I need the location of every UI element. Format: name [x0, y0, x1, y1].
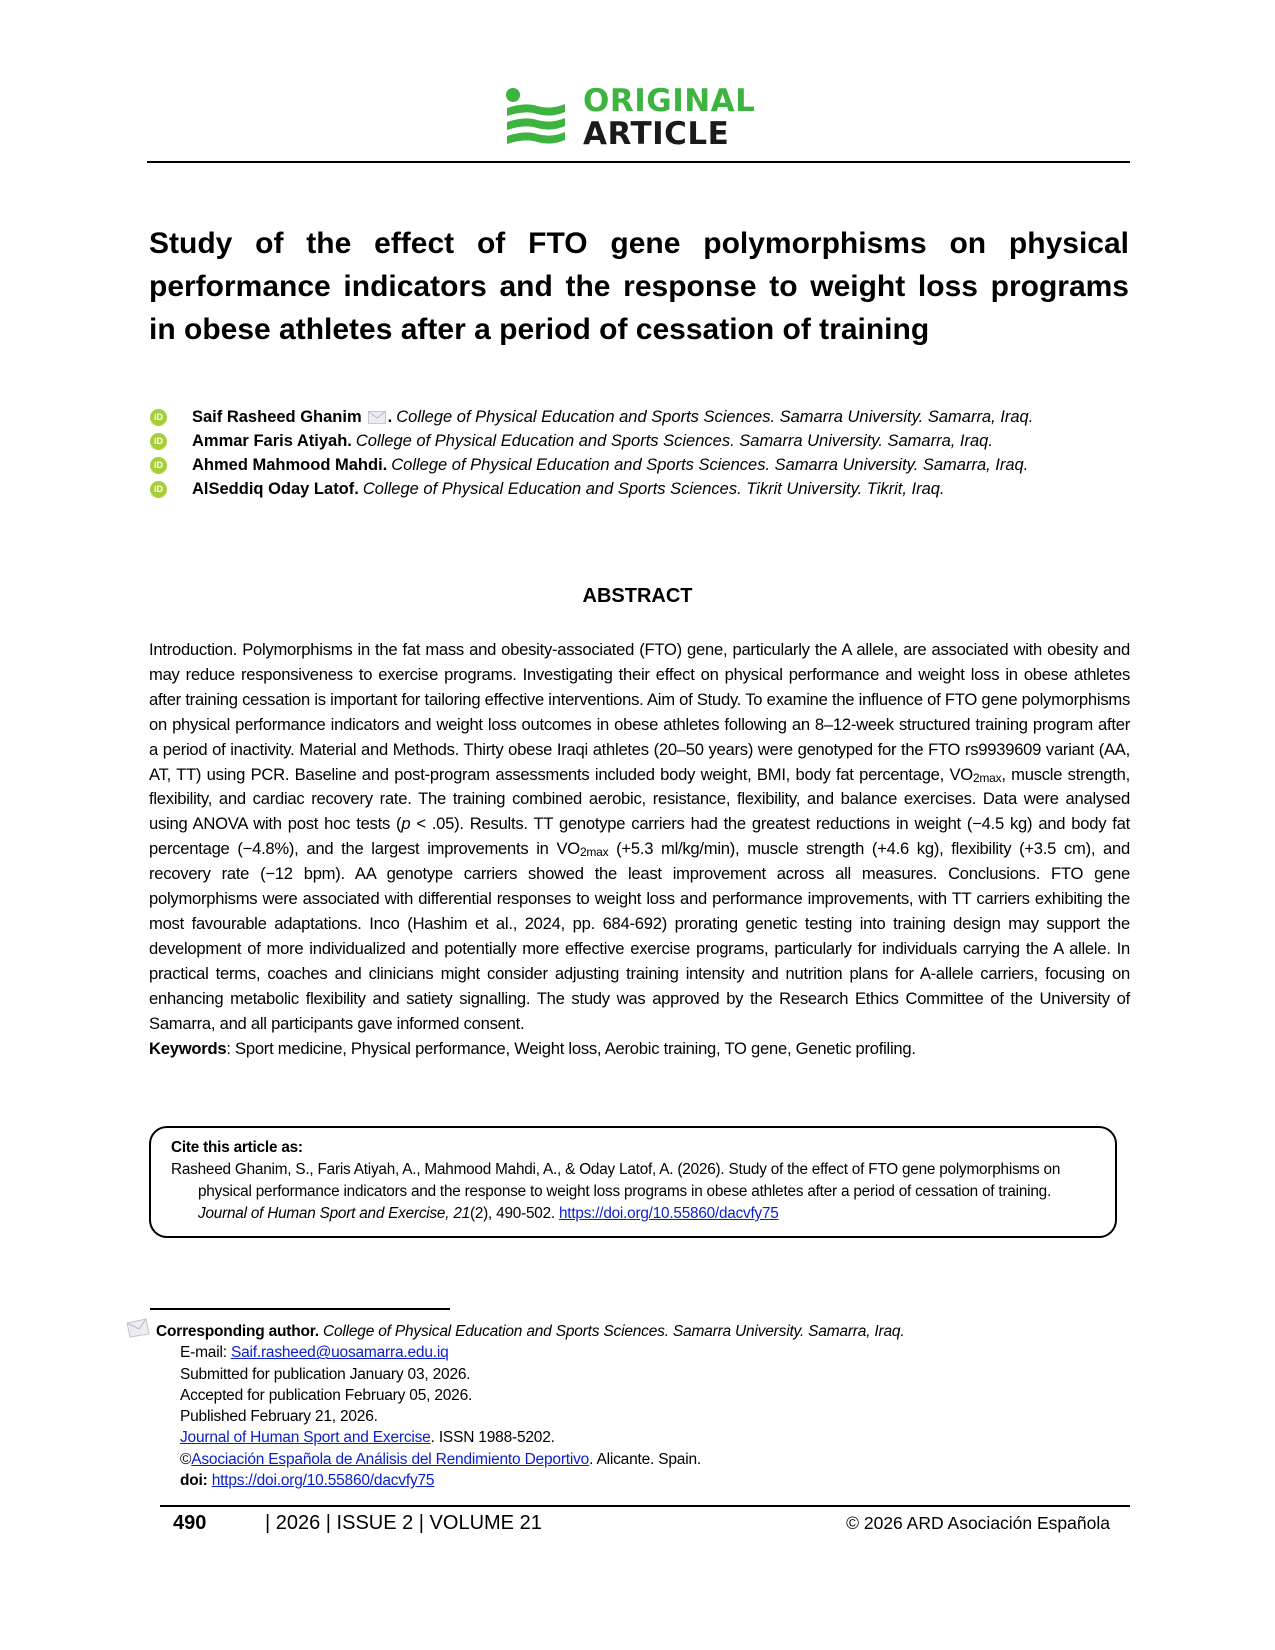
abstract-text: , muscle strength, flexibility, and cardiac recovery rate. The training combined aerobic, resistance, flexibility, and balance exercises. Data were analysed using ANOVA with post hoc tests (	[149, 764, 1130, 834]
abstract-body	[149, 638, 1130, 1061]
abstract-text: (+5.3 ml/kg/min), muscle strength (+4.6 kg), flexibility (+3.5 cm), and recovery rate (−12 bpm). AA genotype carriers showed the least improvement across all measures. Conclusions. FTO gene polymorphisms were associated with differential responses to weight loss and performance improvements, with TT carriers exhibiting the most favourable adaptations. Inco (Hashim et al., 2024, pp. 684-692) prorating genetic testing into training design may support the development of more individualized and potentially more effective exercise programs, particularly for individuals carrying the A allele. In practical terms, coaches and clinicians might consider adjusting training intensity and nutrition plans for A-allele carriers, focusing on enhancing metabolic flexibility and satiety signalling. The study was approved by the Research Ethics Committee of the University of Samarra, and all participants gave informed consent.	[149, 839, 1130, 1033]
p-value-symbol: p	[401, 814, 411, 834]
author-item	[150, 477, 1130, 501]
email-row	[126, 1342, 1106, 1363]
original-article-logo	[505, 85, 755, 151]
citation-issue: (2), 490-502.	[469, 1205, 559, 1222]
email-label: E-mail:	[180, 1344, 231, 1362]
published-date: Published February 21, 2026.	[180, 1408, 378, 1426]
association-link[interactable]: Asociación Española de Análisis del Rendimiento Deportivo	[191, 1450, 590, 1468]
article-title: Study of the effect of FTO gene polymorphisms on physical performance indicators and the response to weight loss programs in obese athletes after a period of cessation of training	[149, 227, 1129, 346]
corresponding-author-row	[126, 1318, 1106, 1342]
corresponding-label: Corresponding author.	[156, 1323, 319, 1340]
association-row	[126, 1449, 1106, 1470]
abstract-text: Introduction. Polymorphisms in the fat mass and obesity-associated (FTO) gene, particularly the A allele, are associated with obesity and may reduce responsiveness to exercise programs. Investigating their effect on physical performance and weight loss in obese athletes after training cessation is important for tailoring effective interventions. Aim of Study. To examine the influence of FTO gene polymorphisms on physical performance indicators and weight loss outcomes in obese athletes following an 8–12-week structured training program after a period of inactivity. Material and Methods. Thirty obese Iraqi athletes (20–50 years) were genotyped for the FTO rs9939609 variant (AA, AT, TT) using PCR. Baseline and post-program assessments included body weight, BMI, body fat percentage, VO	[149, 640, 1130, 784]
author-affiliation: College of Physical Education and Sports Sciences. Samarra University. Samarra, Iraq.	[391, 455, 1029, 474]
author-list	[150, 405, 1130, 501]
author-item	[150, 429, 1130, 453]
email-link[interactable]: Saif.rasheed@uosamarra.edu.iq	[230, 1344, 449, 1362]
citation-reference: Rasheed Ghanim, S., Faris Atiyah, A., Mahmood Mahdi, A., & Oday Latof, A. (2026). Study of the effect of FTO gene polymorphisms on physical performance indicators and the response to weight loss programs in obese athletes after a period of cessation of training.	[171, 1161, 1061, 1200]
journal-link[interactable]: Journal of Human Sport and Exercise	[180, 1429, 431, 1447]
envelope-icon[interactable]	[368, 411, 386, 424]
citation-label: Cite this article as:	[171, 1139, 303, 1156]
doi-link[interactable]: https://doi.org/10.55860/dacvfy75	[211, 1472, 435, 1490]
logo-line-original: ORIGINAL	[583, 83, 756, 119]
corresponding-affiliation: College of Physical Education and Sports Sciences. Samarra University. Samarra, Iraq.	[318, 1323, 905, 1340]
page-footer	[0, 1512, 1275, 1542]
citation-box	[149, 1126, 1117, 1238]
orcid-icon[interactable]: iD	[150, 481, 167, 498]
submitted-date: Submitted for publication January 03, 2026.	[180, 1365, 471, 1383]
striped-flag-logo-icon	[505, 86, 567, 150]
author-name: Ammar Faris Atiyah.	[192, 431, 352, 450]
author-affiliation: College of Physical Education and Sports Sciences. Samarra University. Samarra, Iraq.	[355, 431, 993, 450]
author-affiliation: College of Physical Education and Sports Sciences. Tikrit University. Tikrit, Iraq.	[362, 479, 945, 498]
issue-info: | 2026 | ISSUE 2 | VOLUME 21	[265, 1512, 542, 1534]
author-name: Saif Rasheed Ghanim	[192, 407, 362, 426]
author-item	[150, 405, 1130, 429]
logo-line-article: ARTICLE	[583, 116, 730, 152]
citation-journal: Journal of Human Sport and Exercise, 21	[198, 1205, 470, 1222]
author-name: AlSeddiq Oday Latof.	[192, 479, 359, 498]
keywords-label: Keywords	[149, 1038, 227, 1058]
orcid-icon[interactable]: iD	[150, 457, 167, 474]
author-name: Ahmed Mahmood Mahdi.	[192, 455, 388, 474]
envelope-icon	[126, 1318, 150, 1338]
footer-copyright: © 2026 ARD Asociación Española	[846, 1513, 1110, 1533]
orcid-icon[interactable]: iD	[150, 409, 167, 426]
accepted-date: Accepted for publication February 05, 2026.	[180, 1386, 473, 1404]
citation-doi-link[interactable]: https://doi.org/10.55860/dacvfy75	[559, 1205, 779, 1222]
subscript: 2max	[579, 845, 609, 860]
citation-text	[171, 1159, 1095, 1225]
abstract-text: < .05). Results. TT genotype carriers had the greatest reductions in weight (−4.5 kg) and body fat percentage (−4.8%), and the largest improvements in VO	[149, 814, 1130, 859]
copyright-symbol: ©	[180, 1450, 192, 1468]
author-item	[150, 453, 1130, 477]
footnote-block	[126, 1318, 1106, 1491]
journal-row	[126, 1427, 1106, 1448]
doi-row	[126, 1470, 1106, 1491]
doi-label: doi:	[180, 1472, 208, 1490]
header-divider	[147, 161, 1130, 163]
footer-divider	[160, 1505, 1130, 1507]
location-text: . Alicante. Spain.	[589, 1450, 701, 1468]
subscript: 2max	[972, 770, 1002, 785]
author-affiliation: College of Physical Education and Sports Sciences. Samarra University. Samarra, Iraq.	[396, 407, 1034, 426]
abstract-heading: ABSTRACT	[582, 585, 693, 607]
author-separator: .	[387, 407, 393, 426]
issn-text: . ISSN 1988-5202.	[430, 1429, 555, 1447]
orcid-icon[interactable]: iD	[150, 433, 167, 450]
keywords-list: : Sport medicine, Physical performance, Weight loss, Aerobic training, TO gene, Genetic profiling.	[226, 1038, 916, 1058]
footnote-divider	[150, 1308, 450, 1310]
page-number: 490	[173, 1512, 207, 1534]
